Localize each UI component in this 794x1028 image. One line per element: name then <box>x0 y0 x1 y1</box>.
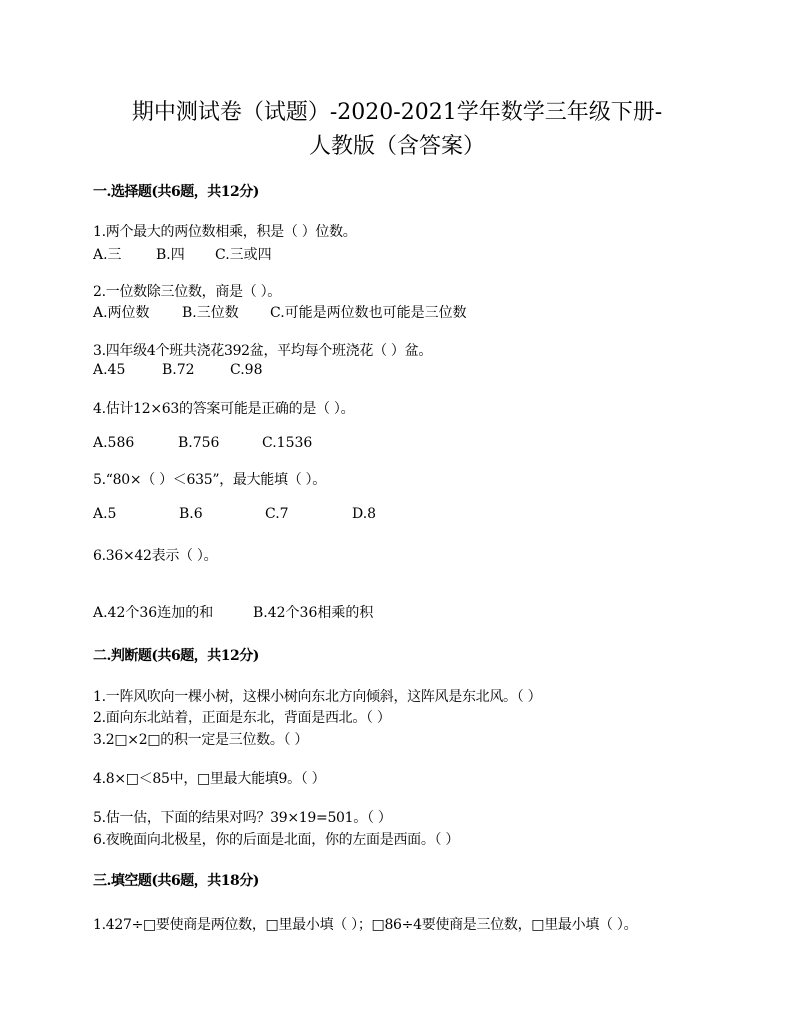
question-text: 4.估计12×63的答案可能是正确的是（ ）。 <box>93 401 355 417</box>
option-a: A.586 <box>93 435 135 451</box>
option-c: C.98 <box>230 362 263 378</box>
option-c: C.三或四 <box>215 247 272 263</box>
question-text: 3.四年级4个班共浇花392盆，平均每个班浇花（ ）盆。 <box>93 343 433 359</box>
option-c: C.1536 <box>262 435 313 451</box>
document-title-line-2: 人教版（含答案） <box>308 134 485 159</box>
option-d: D.8 <box>352 506 377 522</box>
question-text: 1.一阵风吹向一棵小树，这棵小树向东北方向倾斜，这阵风是东北风。（ ） <box>93 689 542 705</box>
section-heading-fill-blank: 三.填空题(共6题，共18分) <box>93 873 259 889</box>
option-b: B.42个36相乘的积 <box>253 605 374 621</box>
option-b: B.756 <box>178 435 220 451</box>
question-text: 6.36×42表示（ ）。 <box>93 548 218 564</box>
question-text: 3.2□×2□的积一定是三位数。（ ） <box>93 732 309 748</box>
option-a: A.5 <box>93 506 117 522</box>
option-a: A.两位数 <box>93 305 150 321</box>
option-c: C.可能是两位数也可能是三位数 <box>270 305 467 321</box>
question-text: 6.夜晚面向北极星，你的后面是北面，你的左面是西面。（ ） <box>93 832 460 848</box>
document-title-line-1: 期中测试卷（试题）-2020-2021学年数学三年级下册- <box>131 100 663 125</box>
question-text: 1.两个最大的两位数相乘，积是（ ）位数。 <box>93 224 357 240</box>
option-a: A.三 <box>93 247 122 263</box>
option-a: A.42个36连加的和 <box>93 605 214 621</box>
option-b: B.72 <box>162 362 195 378</box>
option-b: B.6 <box>179 506 203 522</box>
option-b: B.三位数 <box>182 305 239 321</box>
option-c: C.7 <box>265 506 289 522</box>
question-text: 4.8×□＜85中，□里最大能填9。（ ） <box>93 771 326 787</box>
question-text: 2.一位数除三位数，商是（ ）。 <box>93 284 282 300</box>
section-heading-true-false: 二.判断题(共6题，共12分) <box>93 648 259 664</box>
option-a: A.45 <box>93 362 126 378</box>
question-text: 5.“80×（ ）＜635”，最大能填（ ）。 <box>93 472 326 488</box>
question-text: 5.估一估，下面的结果对吗？39×19=501。（ ） <box>93 810 392 826</box>
question-text: 1.427÷□要使商是两位数，□里最小填（ ）；□86÷4要使商是三位数，□里最小填（ ）。 <box>93 917 638 933</box>
question-text: 2.面向东北站着，正面是东北，背面是西北。（ ） <box>93 710 391 726</box>
section-heading-choice: 一.选择题(共6题，共12分) <box>93 184 259 200</box>
option-b: B.四 <box>156 247 185 263</box>
